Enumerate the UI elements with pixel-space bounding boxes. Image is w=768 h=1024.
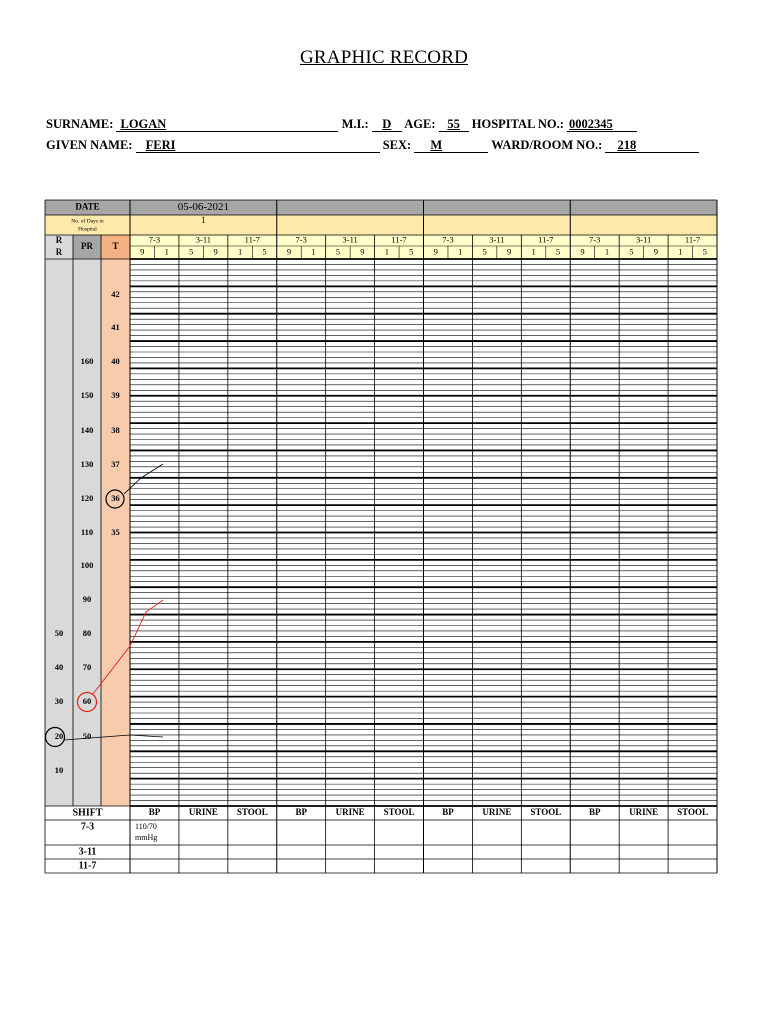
- table-column-header: BP: [295, 807, 307, 818]
- shift-label: 7-3: [148, 234, 161, 245]
- table-column-header: BP: [442, 807, 454, 818]
- respiration-scale-value: 50: [54, 627, 64, 638]
- bp-unit: mmHg: [135, 832, 158, 842]
- shift-label: 3-11: [342, 234, 358, 245]
- pulse-scale-value: 110: [80, 526, 94, 537]
- age-label: AGE:: [404, 117, 436, 131]
- rr-column-bg: [45, 235, 73, 806]
- sex-value: M: [414, 139, 488, 153]
- hour-label: 9: [213, 246, 218, 257]
- hour-label: 5: [482, 246, 487, 257]
- hour-label: 1: [164, 246, 169, 257]
- shift-row-label: 11-7: [78, 860, 97, 872]
- bp-value: 110/70: [135, 821, 157, 831]
- hour-label: 5: [555, 246, 561, 257]
- hour-label: 1: [311, 246, 316, 257]
- respiration-scale-value: 40: [54, 661, 64, 672]
- shift-label: 3-11: [195, 234, 212, 245]
- shift-label: 11-7: [391, 234, 407, 245]
- shift-label: 7-3: [295, 234, 307, 245]
- surname-value: LOGAN: [116, 118, 338, 132]
- respiration-scale-value: 20: [54, 730, 64, 741]
- pulse-scale-value: 100: [80, 559, 94, 570]
- hospital-no-label: HOSPITAL NO.:: [471, 117, 564, 131]
- pulse-scale-value: 90: [82, 593, 92, 604]
- hour-label: 5: [629, 246, 634, 257]
- days-row-bg: [45, 215, 717, 235]
- pulse-scale-value: 60: [82, 695, 92, 706]
- pulse-scale-value: 120: [80, 492, 94, 503]
- hour-label: 1: [531, 246, 536, 257]
- mi-label: M.I.:: [341, 117, 369, 131]
- rr-label: R: [55, 247, 63, 258]
- table-column-header: URINE: [629, 807, 659, 818]
- table-column-header: STOOL: [530, 807, 562, 818]
- table-column-header: URINE: [482, 807, 512, 818]
- respiration-scale-value: 10: [54, 764, 64, 775]
- shift-row-label: 3-11: [78, 846, 97, 858]
- date-label: DATE: [75, 201, 100, 212]
- sex-label: SEX:: [382, 138, 412, 152]
- shift-label: 7-3: [442, 234, 454, 245]
- shift-header: SHIFT: [72, 807, 103, 819]
- hour-label: 5: [702, 246, 707, 257]
- table-column-header: STOOL: [236, 807, 268, 818]
- days-in-hospital-label: No. of Days in: [71, 218, 104, 225]
- table-column-header: URINE: [188, 807, 218, 818]
- shift-label: 3-11: [489, 234, 505, 245]
- temperature-label: T: [112, 241, 119, 252]
- table-column-header: BP: [148, 807, 161, 818]
- hour-label: 1: [237, 246, 243, 257]
- hour-label: 1: [678, 246, 683, 257]
- mi-value: D: [372, 118, 402, 132]
- hour-label: 9: [580, 246, 585, 257]
- given-name-label: GIVEN NAME:: [46, 138, 133, 152]
- hospital-no-value: 0002345: [567, 118, 637, 132]
- table-column-header: STOOL: [383, 807, 415, 818]
- date-row-bg: [45, 200, 717, 215]
- days-in-hospital-value: 1: [201, 215, 206, 226]
- hour-label: 9: [653, 246, 658, 257]
- pr-column-bg: [73, 235, 101, 806]
- table-column-header: URINE: [335, 807, 365, 818]
- hour-label: 5: [335, 246, 341, 257]
- shift-row-label: 7-3: [80, 821, 95, 833]
- page-title: GRAPHIC RECORD: [299, 47, 469, 68]
- pulse-scale-value: 80: [82, 627, 92, 638]
- hour-label: 9: [433, 246, 438, 257]
- days-in-hospital-label: Hospital: [78, 226, 97, 233]
- shift-label: 11-7: [684, 234, 701, 245]
- respiration-scale-value: 30: [54, 695, 64, 706]
- pulse-scale-value: 150: [80, 389, 94, 400]
- shift-label: 3-11: [635, 234, 652, 245]
- temperature-scale-value: 38: [111, 424, 120, 435]
- temperature-scale-value: 41: [111, 321, 120, 332]
- hour-label: 5: [262, 246, 267, 257]
- date-value: 05-06-2021: [177, 201, 230, 214]
- shift-label: 11-7: [244, 234, 260, 245]
- temperature-scale-value: 39: [111, 389, 120, 400]
- ward-label: WARD/ROOM NO.:: [491, 138, 603, 152]
- given-name-value: FERI: [136, 139, 380, 153]
- hour-label: 5: [189, 246, 194, 257]
- pr-label: PR: [81, 241, 93, 252]
- temperature-scale-value: 40: [111, 355, 120, 366]
- pulse-scale-value: 70: [82, 661, 92, 672]
- hour-label: 1: [384, 246, 389, 257]
- temperature-column-bg: [101, 235, 130, 806]
- pulse-scale-value: 50: [82, 730, 92, 741]
- temperature-scale-value: 35: [111, 526, 120, 537]
- hour-label: 9: [140, 246, 145, 257]
- temperature-scale-value: 37: [111, 458, 120, 469]
- temperature-scale-value: 36: [111, 492, 120, 503]
- table-column-header: BP: [588, 807, 601, 818]
- age-value: 55: [439, 118, 469, 132]
- hour-label: 1: [604, 246, 610, 257]
- temperature-scale-value: 42: [111, 288, 120, 299]
- shift-label: 11-7: [538, 234, 554, 245]
- pulse-scale-value: 130: [80, 458, 94, 469]
- surname-label: SURNAME:: [46, 117, 114, 131]
- ward-value: 218: [605, 139, 699, 153]
- shift-label: 7-3: [589, 234, 601, 245]
- pulse-scale-value: 140: [80, 424, 94, 435]
- table-column-header: STOOL: [677, 807, 708, 818]
- hour-label: 9: [506, 246, 512, 257]
- rr-label: R: [55, 235, 63, 246]
- hour-label: 9: [360, 246, 365, 257]
- hour-label: 5: [409, 246, 414, 257]
- hour-label: 9: [286, 246, 292, 257]
- hour-label: 1: [458, 246, 463, 257]
- pulse-scale-value: 160: [80, 355, 94, 366]
